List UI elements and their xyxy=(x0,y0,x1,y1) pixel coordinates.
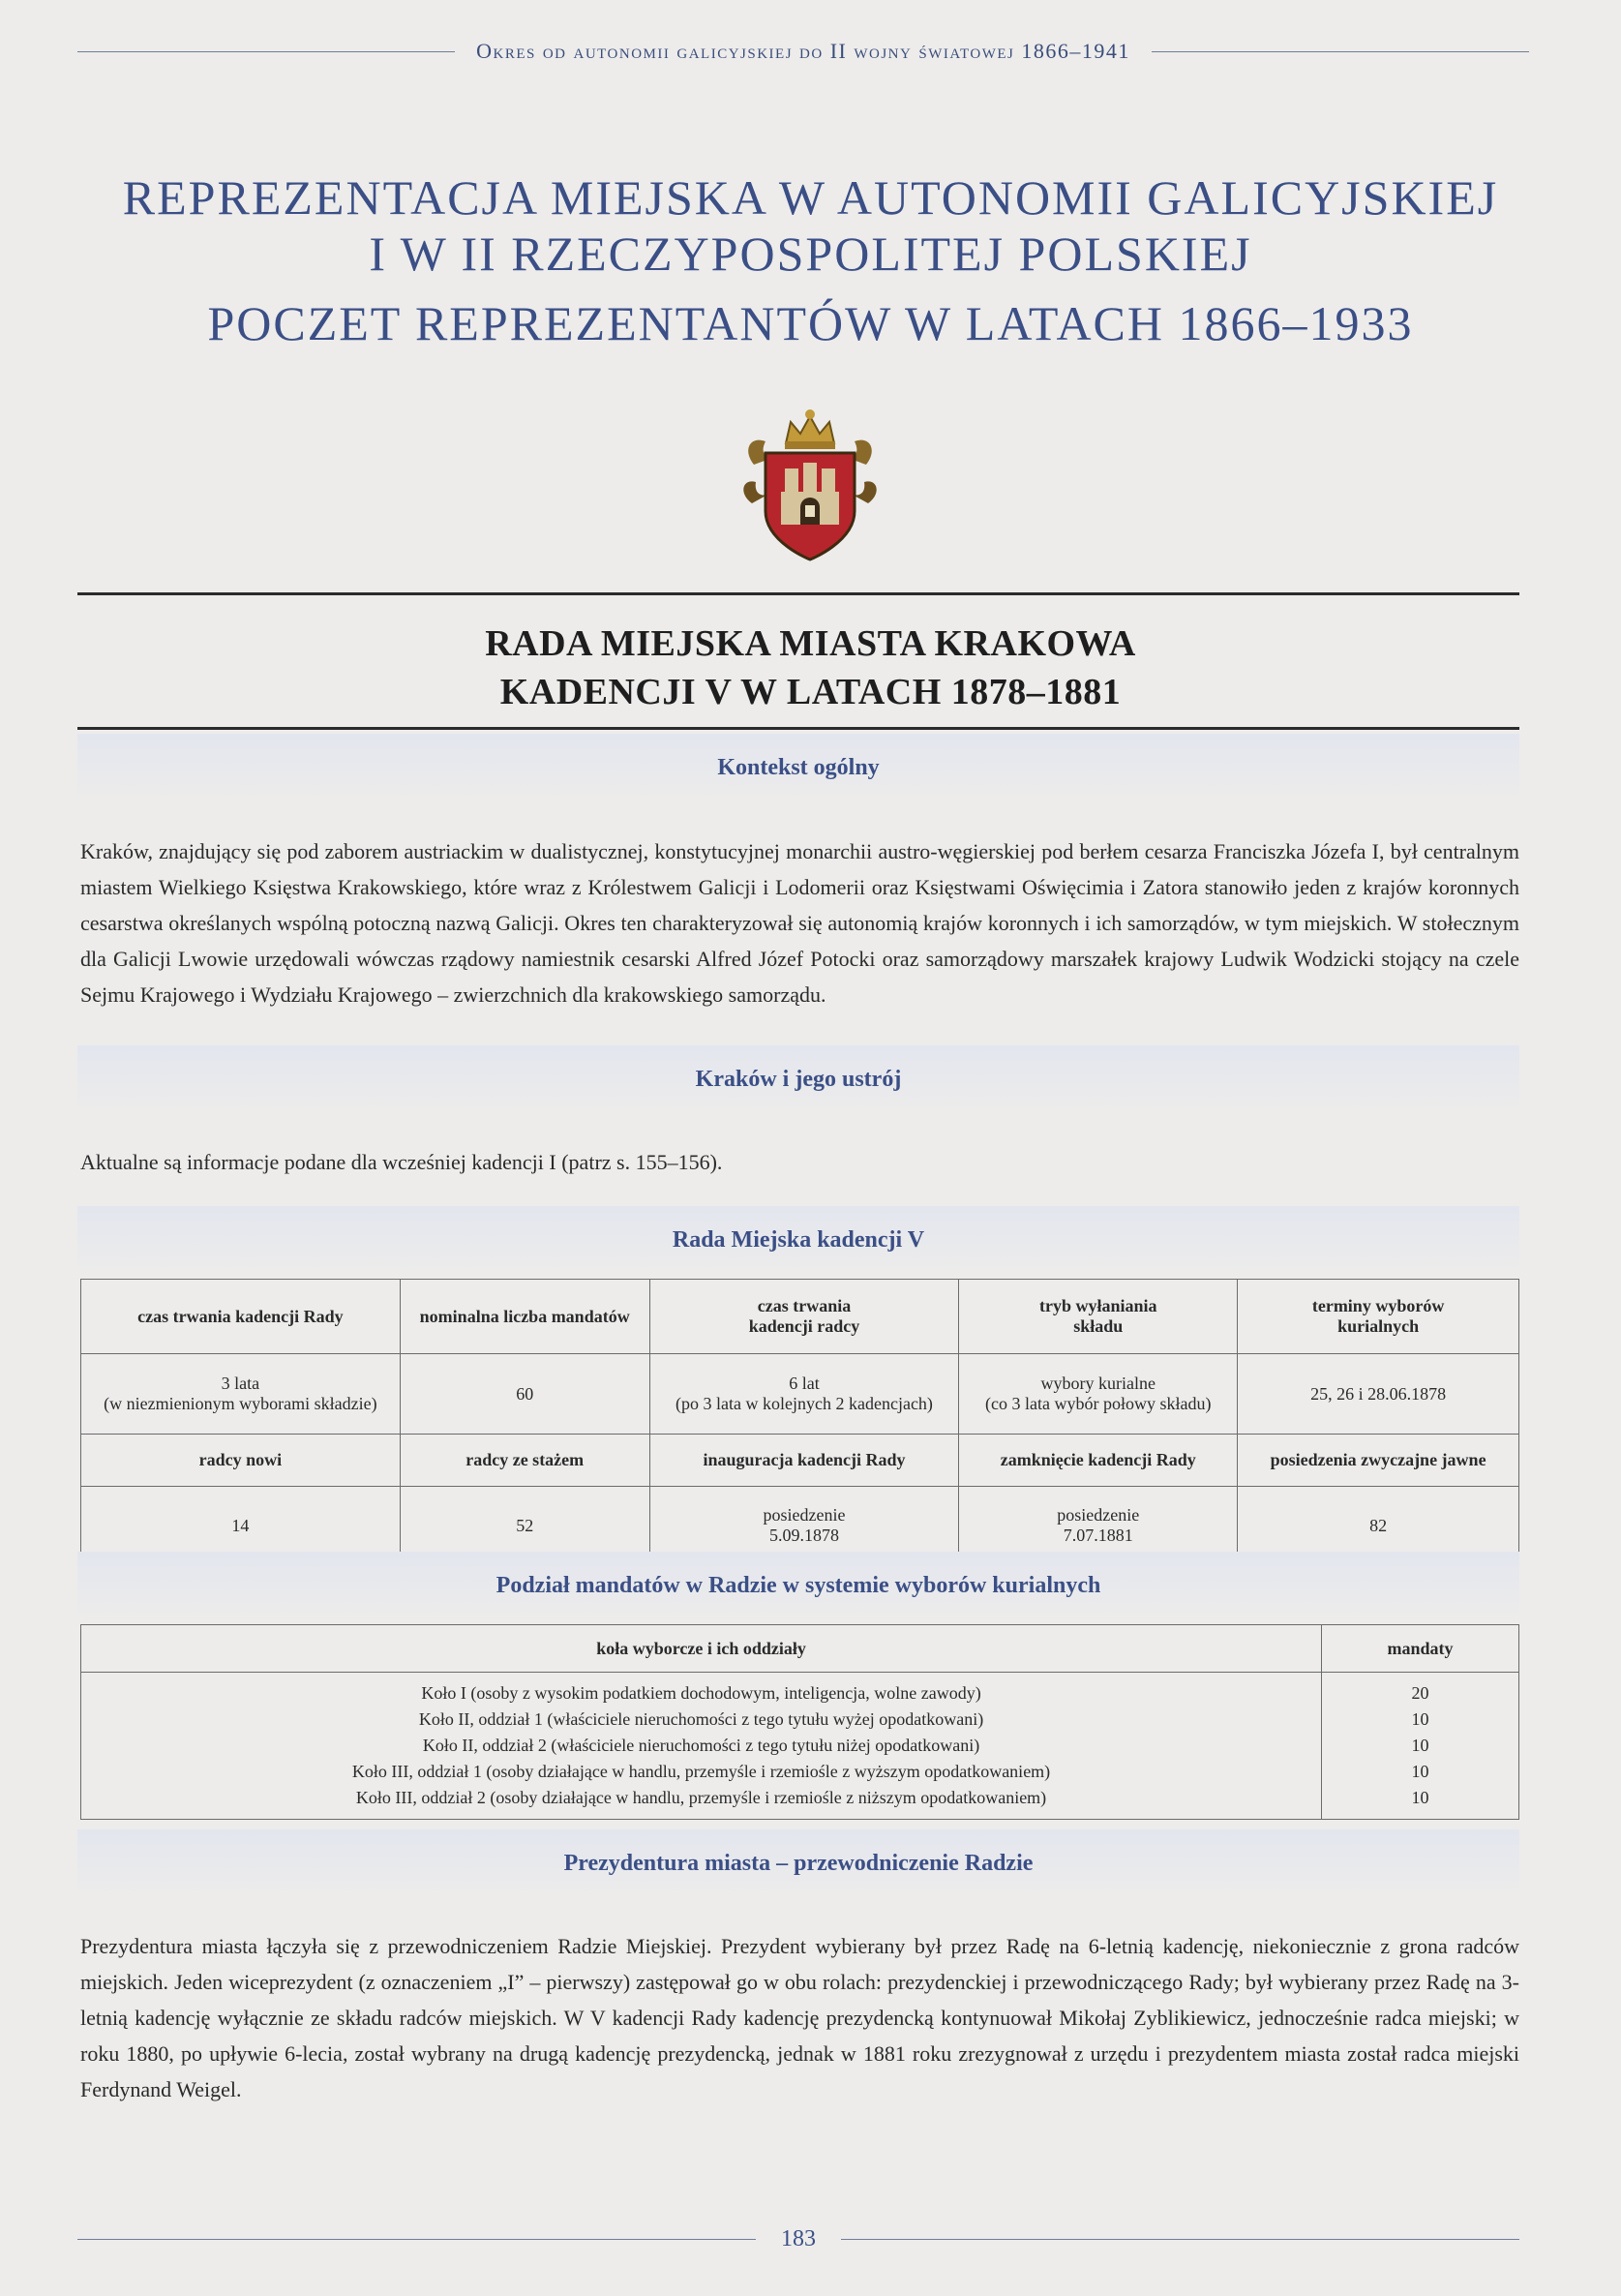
table-header-cell: czas trwania kadencji Rady xyxy=(81,1280,401,1354)
section-heading-council-text: Rada Miejska kadencji V xyxy=(672,1226,925,1253)
district-list xyxy=(81,1673,1322,1820)
cell-line: wybory kurialne xyxy=(1040,1374,1156,1393)
table-header-cell: koła wyborcze i ich oddziały xyxy=(81,1625,1322,1673)
cell-line: (w niezmienionym wyborami składzie) xyxy=(104,1394,377,1413)
district-label: Koło II, oddział 2 (właściciele nieruchomości z tego tytułu niżej opodatkowani) xyxy=(422,1736,980,1755)
table-cell xyxy=(81,1354,401,1435)
rule-top xyxy=(77,592,1519,595)
table-cell: 60 xyxy=(400,1354,649,1435)
table-header-cell: zamknięcie kadencji Rady xyxy=(959,1435,1238,1487)
presidency-paragraph: Prezydentura miasta łączyła się z przewodniczeniem Radzie Miejskiej. Prezydent wybierany był przez Radę na 6-letnią kadencję, niekoniecznie z grona radców miejskich. Jeden wiceprezydent (z oznaczeniem „I” – pierwszy) zastępował go w obu rolach: prezydenckiej i przewodniczącego Rady; był wybierany przez Radę na 3-letnią kadencję wyłącznie ze składu radców miejskich. W V kadencji Rady kadencję prezydencką kontynuował Mikołaj Zyblikiewicz, jednocześnie radca miejski; w roku 1880, po upływie 6-lecia, został wybrany na drugą kadencję prezydencką, jednak w 1881 roku zrezygnował z urzędu i prezydentem miasta został radca miejski Ferdynand Weigel. xyxy=(80,1934,1519,2101)
rada-title-line-2: KADENCJI V W LATACH 1878–1881 xyxy=(499,672,1122,712)
table-cell: 82 xyxy=(1238,1487,1519,1565)
mandate-value: 10 xyxy=(1411,1788,1429,1807)
table-cell: 25, 26 i 28.06.1878 xyxy=(1238,1354,1519,1435)
table-row xyxy=(81,1625,1519,1673)
main-title xyxy=(0,169,1621,282)
table-row xyxy=(81,1673,1519,1820)
table-cell xyxy=(959,1354,1238,1435)
district-label: Koło III, oddział 1 (osoby działające w handlu, przemyśle i rzemiośle z wyższym opodatkowaniem) xyxy=(351,1762,1051,1781)
cell-line: (co 3 lata wybór połowy składu) xyxy=(985,1394,1212,1413)
cell-line: posiedzenie xyxy=(1057,1505,1140,1525)
page-number: 183 xyxy=(781,2226,816,2251)
table-header-cell: radcy ze stażem xyxy=(400,1435,649,1487)
district-label: Koło III, oddział 2 (osoby działające w handlu, przemyśle i rzemiośle z niższym opodatkowaniem) xyxy=(355,1788,1047,1807)
section-heading-mandates xyxy=(77,1552,1519,1619)
cell-line: posiedzenie xyxy=(763,1505,846,1525)
krakow-coat-of-arms-icon xyxy=(733,397,887,571)
district-label: Koło I (osoby z wysokim podatkiem dochodowym, inteligencja, wolne zawody) xyxy=(421,1683,981,1703)
mandate-value: 10 xyxy=(1411,1736,1429,1755)
cell-line: 6 lat xyxy=(789,1374,820,1393)
section-heading-presidency-text: Prezydentura miasta – przewodniczenie Radzie xyxy=(563,1850,1034,1876)
mandate-value: 20 xyxy=(1411,1683,1429,1703)
table-cell: 52 xyxy=(400,1487,649,1565)
section-heading-system-text: Kraków i jego ustrój xyxy=(695,1066,902,1092)
header-line: składu xyxy=(1073,1316,1124,1336)
running-head-text: Okres od autonomii galicyjskiej do II wojny światowej 1866–1941 xyxy=(476,39,1130,63)
mandate-value: 10 xyxy=(1411,1762,1429,1781)
section-heading-presidency xyxy=(77,1829,1519,1897)
table-header-cell: inauguracja kadencji Rady xyxy=(649,1435,959,1487)
cell-line: 5.09.1878 xyxy=(768,1526,839,1545)
section-heading-mandates-text: Podział mandatów w Radzie w systemie wyborów kurialnych xyxy=(495,1572,1101,1598)
mandate-values xyxy=(1322,1673,1519,1820)
section-heading-system xyxy=(77,1045,1519,1113)
page-footer xyxy=(77,2226,1519,2252)
header-line: terminy wyborów xyxy=(1311,1296,1445,1315)
header-line: kurialnych xyxy=(1337,1316,1420,1336)
table-header-cell: radcy nowi xyxy=(81,1435,401,1487)
rule-bottom xyxy=(77,727,1519,730)
header-line: czas trwania xyxy=(757,1296,852,1315)
rada-title-line-1: RADA MIEJSKA MIASTA KRAKOWA xyxy=(485,623,1136,664)
table-cell xyxy=(649,1354,959,1435)
header-line: tryb wyłaniania xyxy=(1039,1296,1157,1315)
table-row xyxy=(81,1280,1519,1354)
running-head xyxy=(77,39,1529,64)
section-heading-context-text: Kontekst ogólny xyxy=(717,754,880,780)
table-header-cell: nominalna liczba mandatów xyxy=(400,1280,649,1354)
council-table xyxy=(80,1279,1519,1565)
mandates-table xyxy=(80,1624,1519,1820)
table-header-cell xyxy=(649,1280,959,1354)
section-heading-council xyxy=(77,1206,1519,1274)
cell-line: 3 lata xyxy=(221,1374,260,1393)
table-header-cell xyxy=(959,1280,1238,1354)
header-line: kadencji radcy xyxy=(748,1316,860,1336)
cell-line: (po 3 lata w kolejnych 2 kadencjach) xyxy=(675,1394,933,1413)
context-paragraph: Kraków, znajdujący się pod zaborem austriackim w dualistycznej, konstytucyjnej monarchii austro-węgierskiej pod berłem cesarza Franciszka Józefa I, był centralnym miastem Wielkiego Księstwa Krakowskiego, które wraz z Królestwem Galicji i Lodomerii oraz Księstwami Oświęcimia i Zatora stanowiło jeden z krajów koronnych cesarstwa określanych wspólną potoczną nazwą Galicji. Okres ten charakteryzował się autonomią krajów koronnych i ich samorządów, w tym miejskich. W stołecznym dla Galicji Lwowie urzędowali wówczas rządowy namiestnik cesarski Alfred Józef Potocki oraz samorządowy marszałek krajowy Ludwik Wodzicki stojący na czele Sejmu Krajowego i Wydziału Krajowego – zwierzchnich dla krakowskiego samorządu. xyxy=(80,839,1519,1007)
table-row xyxy=(81,1354,1519,1435)
rada-title xyxy=(0,619,1621,716)
main-title-line-2: I W II RZECZYPOSPOLITEJ POLSKIEJ xyxy=(369,227,1252,281)
sub-title: POCZET REPREZENTANTÓW W LATACH 1866–1933 xyxy=(207,296,1414,350)
table-header-cell: mandaty xyxy=(1322,1625,1519,1673)
table-header-cell xyxy=(1238,1280,1519,1354)
table-header-cell: posiedzenia zwyczajne jawne xyxy=(1238,1435,1519,1487)
table-cell: 14 xyxy=(81,1487,401,1565)
section-heading-context xyxy=(77,734,1519,801)
main-title-line-1: REPREZENTACJA MIEJSKA W AUTONOMII GALICYJSKIEJ xyxy=(122,170,1499,225)
mandate-value: 10 xyxy=(1411,1709,1429,1729)
cell-line: 7.07.1881 xyxy=(1063,1526,1133,1545)
district-label: Koło II, oddział 1 (właściciele nieruchomości z tego tytułu wyżej opodatkowani) xyxy=(418,1709,984,1729)
system-paragraph: Aktualne są informacje podane dla wcześniej kadencji I (patrz s. 155–156). xyxy=(80,1150,723,1174)
table-row xyxy=(81,1435,1519,1487)
